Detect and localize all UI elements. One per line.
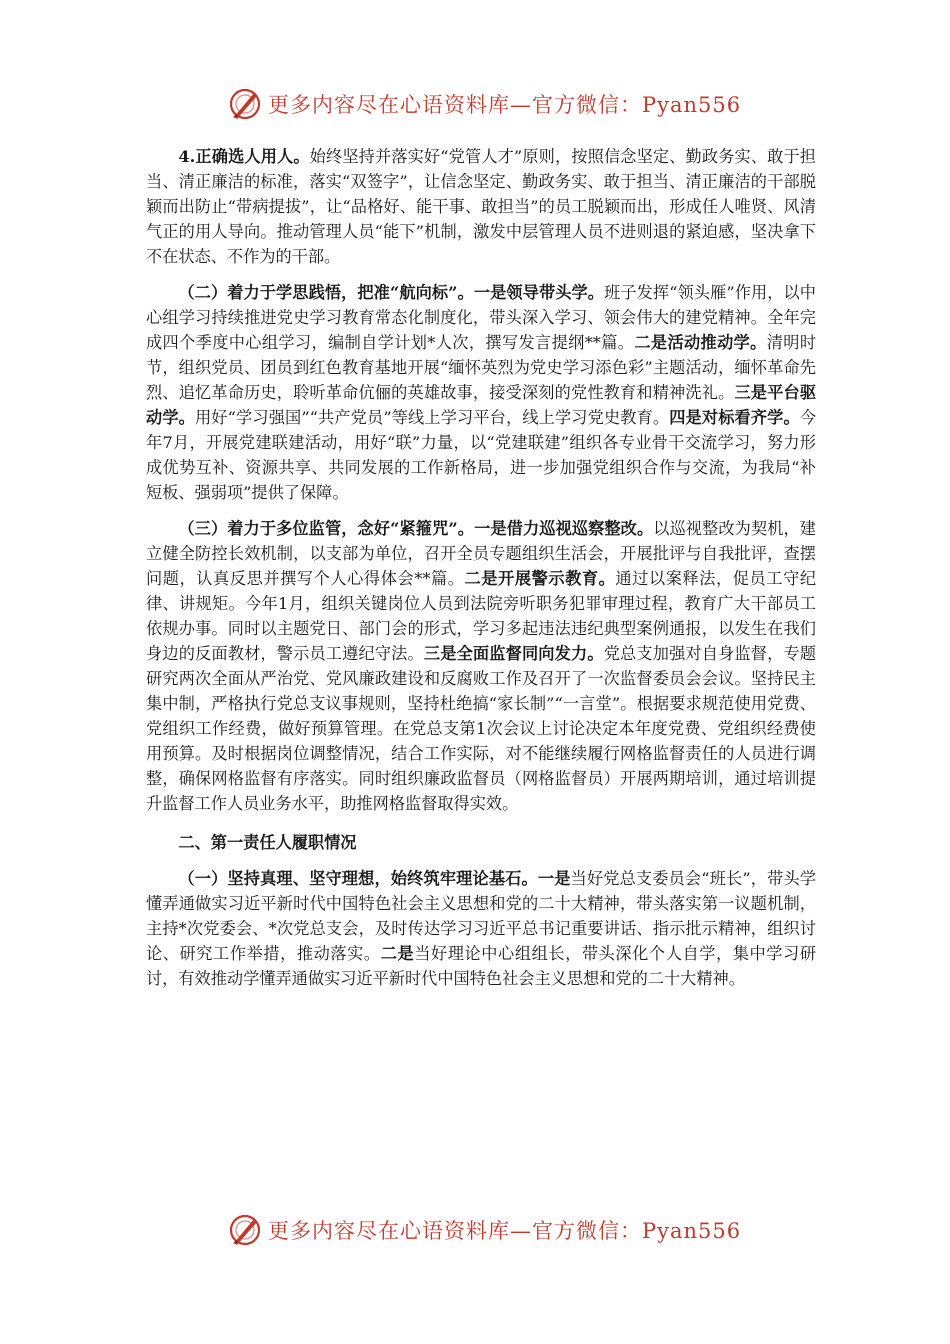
watermark-text: 更多内容尽在心语资料库—官方微信：Pyan556 bbox=[268, 93, 742, 117]
pen-logo-icon bbox=[228, 1213, 262, 1247]
paragraph-supervision bbox=[146, 516, 816, 816]
document-body bbox=[146, 144, 816, 991]
segment: （一）坚持真理、坚守理想，始终筑牢理论基石。一是 bbox=[178, 869, 571, 888]
segment: 二是开展警示教育。 bbox=[464, 569, 616, 588]
pen-logo-icon bbox=[228, 87, 262, 121]
segment: （三）着力于多位监管，念好“紧箍咒”。一是借力巡视巡察整改。 bbox=[178, 519, 654, 538]
segment: 班子发挥“领头雁”作用，以中心组学习持续推进党史学习教育常态化制度化，带头深入学习、领会伟大的建党精神。全年完成四个季度中心组学习，编制自学计划*人次，撰写发言提纲**篇。 bbox=[146, 283, 816, 352]
watermark-banner-top bbox=[228, 84, 748, 124]
segment: 四是对标看齐学。 bbox=[669, 408, 800, 427]
paragraph-theory-foundation bbox=[146, 866, 816, 991]
paragraph-study-practice bbox=[146, 280, 816, 505]
section-heading bbox=[146, 830, 816, 855]
segment: 三是平台驱动学。 bbox=[146, 383, 817, 427]
watermark-banner-bottom bbox=[228, 1210, 748, 1250]
segment: 党总支加强对自身监督，专题研究两次全面从严治党、党风廉政建设和反腐败工作及召开了一次监督委员会会议。坚持民主集中制，严格执行党总支议事规则，坚持杜绝搞“家长制”“一言堂”。根据要求规范使用党费、党组织工作经费，做好预算管理。在党总支第1次会议上讨论决定本年度党费、党组织经费使用预算。及时根据岗位调整情况，结合工作实际，对不能继续履行网格监督责任的人员进行调整，确保网格监督有序落实。同时组织廉政监督员（网格监督员）开展两期培训，通过培训提升监督工作人员业务水平，助推网格监督取得实效。 bbox=[146, 644, 817, 813]
segment: 二是 bbox=[380, 944, 415, 963]
watermark-text: 更多内容尽在心语资料库—官方微信：Pyan556 bbox=[268, 1219, 742, 1243]
segment: 当好党总支委员会“班长”，带头学懂弄通做实习近平新时代中国特色社会主义思想和党的二十大精神，带头落实第一议题机制，主持*次党委会、*次党总支会，及时传达学习习近平总书记重要讲话、指示批示精神，组织讨论、研究工作举措，推动落实。 bbox=[146, 869, 816, 963]
segment: 三是全面监督同向发力。 bbox=[423, 644, 604, 663]
segment: 以巡视整改为契机，建立健全防控长效机制，以支部为单位，召开全员专题组织生活会，开展批评与自我批评，查摆问题，认真反思并撰写个人心得体会**篇。 bbox=[146, 519, 816, 588]
segment: （二）着力于学思践悟，把准“航向标”。一是领导带头学。 bbox=[178, 283, 605, 302]
segment: 用好“学习强国”“共产党员”等线上学习平台，线上学习党史教育。 bbox=[194, 408, 670, 427]
segment: 4.正确选人用人。 bbox=[178, 147, 310, 166]
segment: 二是活动推动学。 bbox=[634, 333, 767, 352]
segment: 清明时节，组织党员、团员到红色教育基地开展“缅怀英烈为党史学习添色彩”主题活动，缅怀革命先烈、追忆革命历史，聆听革命伉俪的英雄故事，接受深刻的党性教育和精神洗礼。 bbox=[146, 333, 817, 402]
segment: 通过以案释法，促员工守纪律、讲规矩。今年1月，组织关键岗位人员到法院旁听职务犯罪审理过程，教育广大干部员工依规办事。同时以主题党日、部门会的形式，学习多起违法违纪典型案例通报，以发生在我们身边的反面教材，警示员工遵纪守法。 bbox=[146, 569, 817, 663]
segment: 今年7月，开展党建联建活动，用好“联”力量，以“党建联建”组织各专业骨干交流学习，努力形成优势互补、资源共享、共同发展的工作新格局，进一步加强党组织合作与交流，为我局“补短板、强弱项”提供了保障。 bbox=[146, 408, 817, 502]
paragraph-item-selection bbox=[146, 144, 816, 269]
segment: 当好理论中心组组长，带头深化个人自学，集中学习研讨，有效推动学懂弄通做实习近平新时代中国特色社会主义思想和党的二十大精神。 bbox=[146, 944, 817, 988]
segment: 始终坚持并落实好“党管人才”原则，按照信念坚定、勤政务实、敢于担当、清正廉洁的标准，落实“双签字”，让信念坚定、勤政务实、敢于担当、清正廉洁的干部脱颖而出防止“带病提拔”，让“品格好、能干事、敢担当”的员工脱颖而出，形成任人唯贤、风清气正的用人导向。推动管理人员“能下”机制，激发中层管理人员不进则退的紧迫感，坚决拿下不在状态、不作为的干部。 bbox=[146, 147, 816, 266]
segment: 二、第一责任人履职情况 bbox=[178, 833, 357, 852]
